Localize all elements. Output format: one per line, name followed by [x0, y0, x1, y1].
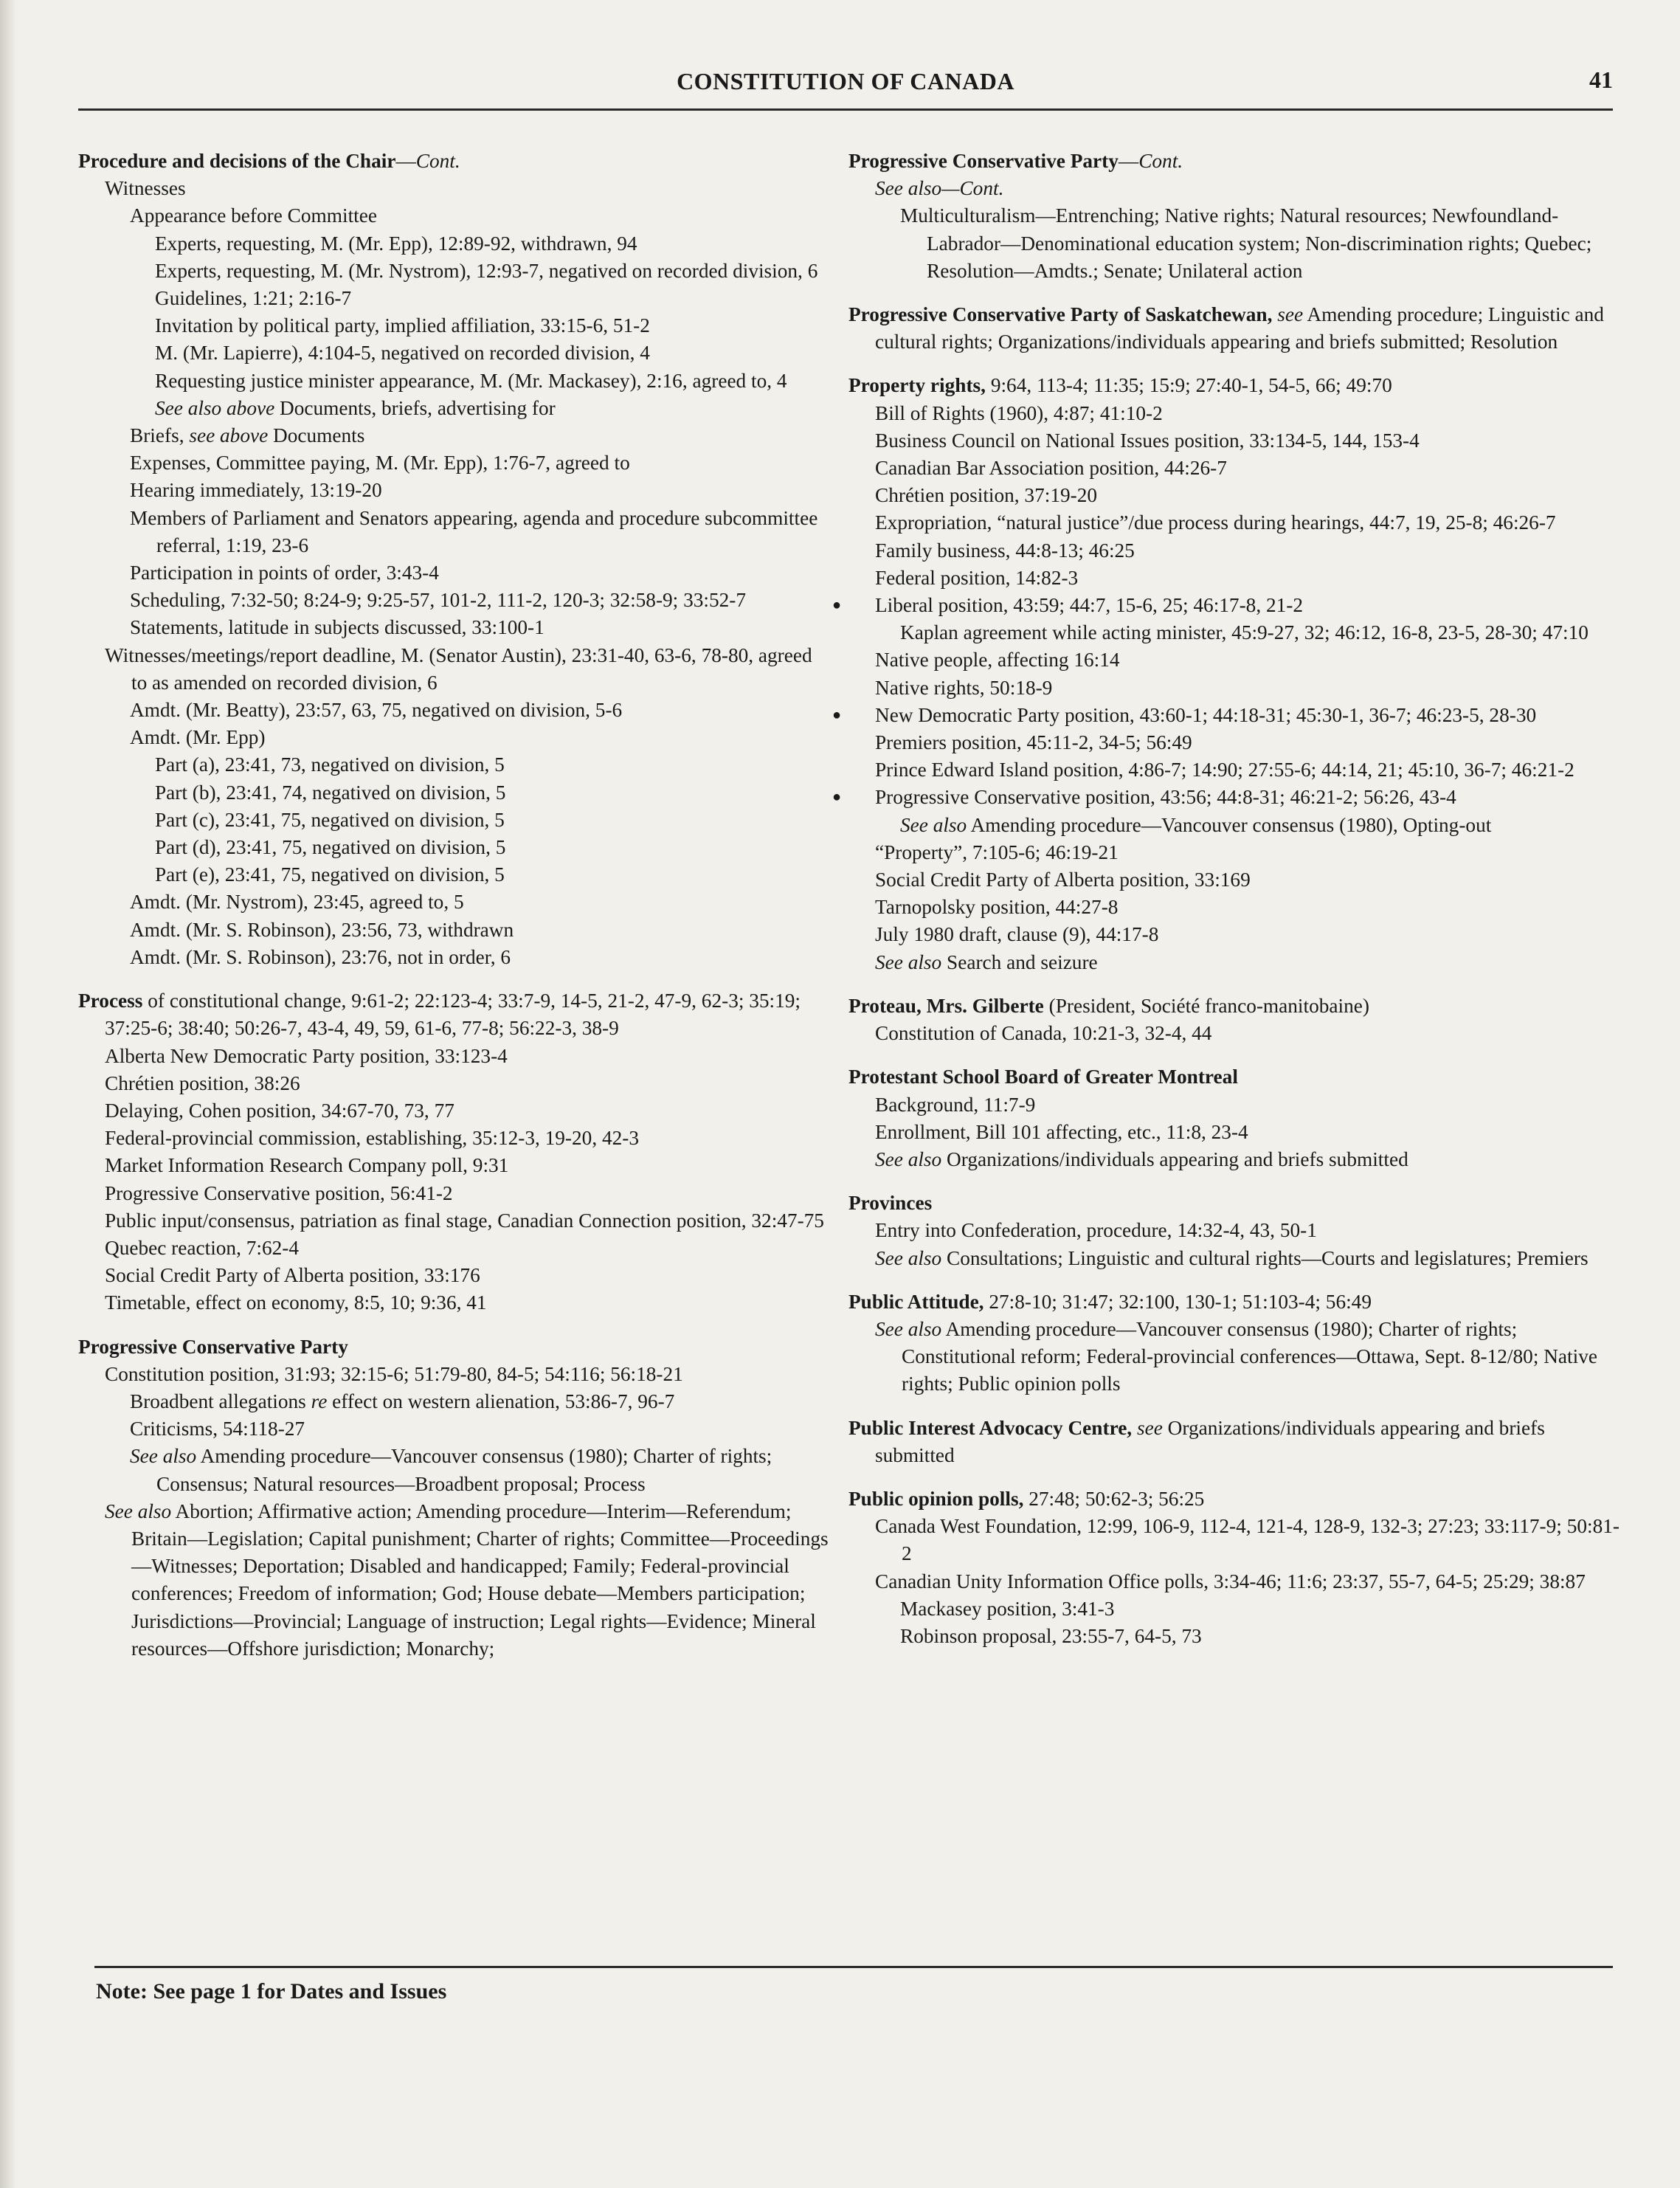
subentry-text: Documents, briefs, advertising for — [274, 396, 556, 419]
subentry-text: Premiers position, 45:11-2, 34-5; 56:49 — [875, 731, 1192, 754]
subentry-text: Mackasey position, 3:41-3 — [900, 1597, 1115, 1620]
subentry-text: New Democratic Party position, 43:60-1; 44:18-31; 45:30-1, 36-7; 46:23-5, 28-30 — [875, 703, 1537, 726]
subentry-text: Hearing immediately, 13:19-20 — [130, 479, 382, 502]
subentry-text: Social Credit Party of Alberta position, 33:169 — [875, 869, 1251, 891]
subentry-text: Progressive Conservative position, 43:56; 44:8-31; 46:21-2; 56:26, 43-4 — [875, 786, 1456, 809]
page-binding-shadow — [0, 0, 16, 2188]
index-entry — [78, 148, 831, 971]
subentry-text: Consultations; Linguistic and cultural rights—Courts and legislatures; Premiers — [941, 1246, 1589, 1269]
subentry-line — [78, 1361, 831, 1388]
subentry-line — [848, 202, 1623, 285]
entry-heading — [78, 1333, 831, 1361]
subentry-line — [848, 646, 1623, 674]
subentry-text: Requesting justice minister appearance, M. (Mr. Mackasey), 2:16, agreed to, 4 — [155, 369, 787, 392]
index-entry — [848, 1288, 1623, 1398]
subentry-text: “Property”, 7:105-6; 46:19-21 — [875, 841, 1119, 863]
entry-heading-locators: (President, Société franco-manitobaine) — [1043, 994, 1369, 1017]
subentry-see-also: See also — [875, 1317, 942, 1340]
subentry-line — [78, 807, 831, 834]
subentry-line — [78, 449, 831, 477]
subentry-text: Constitution position, 31:93; 32:15-6; 51:79-80, 84-5; 54:116; 56:18-21 — [105, 1362, 683, 1385]
entry-heading-continued: Cont. — [415, 150, 460, 172]
subentry-line — [78, 779, 831, 807]
running-head — [78, 65, 1613, 106]
entry-heading-term: Property rights, — [848, 374, 986, 397]
entry-heading-locators: 27:48; 50:62-3; 56:25 — [1023, 1487, 1205, 1510]
subentry-line — [848, 175, 1623, 202]
subentry-line — [78, 1043, 831, 1070]
subentry-line — [848, 1595, 1623, 1623]
subentry-text: Invitation by political party, implied affiliation, 33:15-6, 51-2 — [155, 314, 650, 337]
subentry-text: Expropriation, “natural justice”/due process during hearings, 44:7, 19, 25-8; 46:26-7 — [875, 511, 1556, 534]
subentry-line — [848, 1513, 1623, 1567]
entry-heading-continued: Cont. — [1138, 150, 1183, 172]
subentry-line: ● New Democratic Party position, 43:60-1; 44:18-31; 45:30-1, 36-7; 46:23-5, 28-30 — [832, 703, 1537, 726]
subentry-line — [78, 587, 831, 614]
subentry-line: ● Progressive Conservative position, 43:56; 44:8-31; 46:21-2; 56:26, 43-4 — [832, 786, 1456, 809]
subentry-text: Experts, requesting, M. (Mr. Nystrom), 12:93-7, negatived on recorded division, 6 — [155, 259, 818, 282]
subentry-text: Canadian Bar Association position, 44:26-7 — [875, 457, 1227, 480]
subentry-line — [78, 1207, 831, 1235]
subentry-line — [78, 1097, 831, 1125]
subentry-text: Social Credit Party of Alberta position, 33:176 — [105, 1264, 480, 1287]
entry-heading — [848, 1288, 1623, 1316]
subentry-line — [78, 861, 831, 888]
entry-heading — [848, 148, 1623, 175]
subentry-text: Tarnopolsky position, 44:27-8 — [875, 896, 1119, 919]
subentry-line — [78, 202, 831, 230]
subentry-line — [78, 285, 831, 312]
subentry-text: Amending procedure—Vancouver consensus (1980); Charter of rights; Constitutional reform; Federal-provincial conferences—Ottawa, Sept. 8-12/80; Native rights; Public opinion polls — [902, 1317, 1597, 1395]
entry-heading — [848, 993, 1623, 1020]
subentry-text: Part (b), 23:41, 74, negatived on division, 5 — [155, 781, 506, 804]
subentry-text: Federal-provincial commission, establishing, 35:12-3, 19-20, 42-3 — [105, 1127, 640, 1150]
subentry-see-also: See also above — [155, 396, 275, 419]
subentry-line — [78, 175, 831, 202]
subentry-text: Organizations/individuals appearing and briefs submitted — [941, 1148, 1408, 1170]
entry-heading-xref: Organizations/individuals appearing and briefs submitted — [875, 1416, 1545, 1466]
entry-heading — [78, 987, 831, 1042]
subentry-line — [78, 1289, 831, 1316]
subentry-text: Multiculturalism—Entrenching; Native rights; Natural resources; Newfoundland-Labrador—Denominational education system; Non-discrimination rights; Quebec; Resolution—Amdts.; Senate; Unilateral action — [900, 204, 1592, 282]
index-entry — [848, 1190, 1623, 1272]
subentry-text: Witnesses — [105, 177, 186, 200]
subentry-text: Amending procedure—Vancouver consensus (1980), Opting-out — [967, 813, 1492, 836]
index-entry — [848, 301, 1623, 356]
subentry-line — [848, 1119, 1623, 1146]
subentry-text: Bill of Rights (1960), 4:87; 41:10-2 — [875, 401, 1163, 424]
subentry-text: Prince Edward Island position, 4:86-7; 14:90; 27:55-6; 44:14, 21; 45:10, 36-7; 46:21-2 — [875, 759, 1574, 781]
subentry-text: Delaying, Cohen position, 34:67-70, 73, 77 — [105, 1099, 454, 1122]
subentry-see-also: See also — [130, 1445, 197, 1468]
subentry-line — [848, 482, 1623, 509]
entry-heading-term: Process — [78, 990, 143, 1012]
subentry-line — [848, 400, 1623, 427]
subentry-text: Business Council on National Issues position, 33:134-5, 144, 153-4 — [875, 429, 1420, 452]
subentry-line — [848, 1623, 1623, 1650]
subentry-text: Constitution of Canada, 10:21-3, 32-4, 44 — [875, 1022, 1212, 1045]
subentry-text: Amending procedure—Vancouver consensus (1980); Charter of rights; Consensus; Natural resources—Broadbent proposal; Process — [156, 1445, 772, 1495]
subentry-text: Amdt. (Mr. S. Robinson), 23:76, not in order, 6 — [130, 945, 511, 968]
subentry-line — [848, 729, 1623, 756]
subentry-text: Part (d), 23:41, 75, negatived on division, 5 — [155, 836, 506, 859]
index-entry — [848, 993, 1623, 1047]
subentry-text: Part (a), 23:41, 73, negatived on division, 5 — [155, 753, 505, 776]
subentry-text: Native people, affecting 16:14 — [875, 649, 1120, 672]
subentry-line — [848, 509, 1623, 536]
subentry-text: Witnesses/meetings/report deadline, M. (Senator Austin), 23:31-40, 63-6, 78-80, agreed to as amended on recorded division, 6 — [105, 643, 812, 694]
subentry-text: Entry into Confederation, procedure, 14:32-4, 43, 50-1 — [875, 1219, 1317, 1242]
entry-heading-term: Progressive Conservative Party — [848, 150, 1119, 172]
subentry-line: ● Liberal position, 43:59; 44:7, 15-6, 25; 46:17-8, 21-2 — [832, 594, 1304, 617]
subentry-line — [78, 697, 831, 724]
index-entry — [848, 1063, 1623, 1173]
entry-heading — [848, 301, 1623, 356]
subentry-text: Progressive Conservative position, 56:41-2 — [105, 1181, 453, 1204]
subentry-text: Members of Parliament and Senators appearing, agenda and procedure subcommittee referral, 1:19, 23-6 — [130, 506, 818, 556]
subentry-line — [848, 619, 1623, 646]
subentry-line — [78, 258, 831, 285]
subentry-text: Timetable, effect on economy, 8:5, 10; 9:36, 41 — [105, 1291, 487, 1314]
entry-heading-term: Protestant School Board of Greater Montreal — [848, 1066, 1238, 1088]
index-entry — [848, 148, 1623, 285]
entry-heading-see: see — [1272, 303, 1304, 326]
subentry-line — [78, 1180, 831, 1207]
entry-heading-term: Progressive Conservative Party — [78, 1335, 348, 1358]
subentry-see-also: See also — [900, 813, 967, 836]
subentry-line — [78, 395, 831, 422]
subentry-line — [848, 921, 1623, 948]
subentry-text: Alberta New Democratic Party position, 33:123-4 — [105, 1044, 508, 1067]
entry-heading-term: Public Attitude, — [848, 1290, 984, 1313]
index-entry — [848, 1415, 1623, 1469]
subentry-line — [848, 1020, 1623, 1047]
subentry-text: Broadbent allegations — [130, 1390, 311, 1412]
subentry-line — [848, 455, 1623, 482]
subentry-line — [78, 888, 831, 916]
subentry-text: Liberal position, 43:59; 44:7, 15-6, 25; 46:17-8, 21-2 — [875, 594, 1304, 617]
entry-heading-locators: 27:8-10; 31:47; 32:100, 130-1; 51:103-4; 56:49 — [984, 1290, 1372, 1313]
subentry-line — [848, 894, 1623, 921]
subentry-text: Experts, requesting, M. (Mr. Epp), 12:89-92, withdrawn, 94 — [155, 232, 637, 255]
entry-heading-xref: Amending procedure; Linguistic and cultural rights; Organizations/individuals appearing and briefs submitted; Resolution — [875, 303, 1604, 353]
subentry-text: Amdt. (Mr. Beatty), 23:57, 63, 75, negatived on division, 5-6 — [130, 699, 623, 722]
subentry-text: Appearance before Committee — [130, 204, 377, 227]
subentry-italic: re — [311, 1390, 328, 1412]
subentry-text: Robinson proposal, 23:55-7, 64-5, 73 — [900, 1624, 1202, 1647]
page-number: 41 — [1589, 66, 1613, 93]
subentry-text: Federal position, 14:82-3 — [875, 566, 1079, 589]
subentry-line — [78, 505, 831, 559]
subentry-text: Search and seizure — [941, 950, 1098, 973]
subentry-text: Amdt. (Mr. Nystrom), 23:45, agreed to, 5 — [130, 891, 464, 914]
entry-heading-term: Provinces — [848, 1192, 933, 1215]
subentry-line — [78, 1235, 831, 1262]
subentry-line — [78, 1125, 831, 1152]
subentry-line — [78, 367, 831, 395]
subentry-text-tail: effect on western alienation, 53:86-7, 96-7 — [327, 1390, 675, 1412]
subentry-line — [78, 559, 831, 587]
subentry-text: Amdt. (Mr. Epp) — [130, 726, 266, 749]
subentry-line — [848, 537, 1623, 565]
entry-heading — [848, 372, 1623, 399]
subentry-see-also: See also — [875, 1148, 942, 1170]
subentry-text: Quebec reaction, 7:62-4 — [105, 1236, 299, 1259]
index-entry — [832, 372, 1623, 976]
subentry-text: Criticisms, 54:118-27 — [130, 1418, 305, 1440]
subentry-see-also: See also—Cont. — [875, 177, 1004, 200]
entry-heading-locators: of constitutional change, 9:61-2; 22:123-4; 33:7-9, 14-5, 21-2, 47-9, 62-3; 35:19; 37:25-6; 38:40; 50:26-7, 43-4, 49, 59, 61-6, 77-8; 56:22-3, 38-9 — [105, 990, 801, 1040]
subentry-line — [848, 866, 1623, 894]
subentry-line — [848, 1245, 1623, 1272]
entry-heading-term: Public Interest Advocacy Centre, — [848, 1416, 1133, 1439]
index-entry — [78, 1333, 831, 1663]
subentry-line — [78, 944, 831, 971]
subentry-text: July 1980 draft, clause (9), 44:17-8 — [875, 923, 1159, 946]
subentry-see-also: See also — [105, 1499, 172, 1522]
left-column — [78, 148, 831, 1679]
entry-heading-term: Public opinion polls, — [848, 1487, 1024, 1510]
entry-heading-term: Proteau, Mrs. Gilberte — [848, 994, 1044, 1017]
subentry-line — [78, 312, 831, 339]
subentry-line — [848, 1217, 1623, 1244]
subentry-line — [78, 1498, 831, 1663]
index-entry — [78, 987, 831, 1316]
subentry-line — [78, 1070, 831, 1097]
subentry-line — [78, 1388, 831, 1415]
header-rule — [78, 108, 1613, 111]
entry-heading — [78, 148, 831, 175]
entry-heading-term: Procedure and decisions of the Chair — [78, 150, 396, 172]
subentry-text: Statements, latitude in subjects discussed, 33:100-1 — [130, 616, 545, 639]
entry-heading — [848, 1063, 1623, 1091]
entry-heading — [848, 1485, 1623, 1513]
subentry-line — [848, 1146, 1623, 1173]
subentry-text: Kaplan agreement while acting minister, 45:9-27, 32; 46:12, 16-8, 23-5, 28-30; 47:10 — [900, 621, 1589, 644]
subentry-text: Chrétien position, 38:26 — [105, 1071, 300, 1094]
subentry-line — [78, 477, 831, 504]
subentry-line — [848, 839, 1623, 866]
subentry-line — [78, 834, 831, 861]
subentry-see-also: See also — [875, 1246, 942, 1269]
entry-heading — [848, 1190, 1623, 1217]
subentry-line — [78, 642, 831, 697]
subentry-line — [78, 1443, 831, 1497]
entry-heading-locators: 9:64, 113-4; 11:35; 15:9; 27:40-1, 54-5, 66; 49:70 — [986, 374, 1392, 397]
right-column — [832, 148, 1623, 1666]
entry-heading-see: see — [1132, 1416, 1163, 1439]
subentry-text: M. (Mr. Lapierre), 4:104-5, negatived on recorded division, 4 — [155, 342, 650, 365]
subentry-line — [848, 949, 1623, 976]
index-entry — [848, 1485, 1623, 1650]
subentry-line — [78, 230, 831, 258]
subentry-italic: see above — [189, 424, 269, 447]
subentry-text: Family business, 44:8-13; 46:25 — [875, 539, 1135, 562]
subentry-line — [848, 756, 1623, 784]
subentry-text: Briefs, — [130, 424, 190, 447]
subentry-line — [78, 422, 831, 449]
subentry-text: Background, 11:7-9 — [875, 1093, 1036, 1116]
footer-rule — [94, 1966, 1613, 1968]
header-title: CONSTITUTION OF CANADA — [677, 68, 1014, 94]
subentry-line — [78, 751, 831, 779]
subentry-text: Expenses, Committee paying, M. (Mr. Epp), 1:76-7, agreed to — [130, 452, 630, 474]
subentry-text: Abortion; Affirmative action; Amending procedure—Interim—Referendum; Britain—Legislation; Capital punishment; Charter of rights; Committee—Proceedings—Witnesses; Deportation; Disabled and handicapped; Family; Federal-provincial conferences; Freedom of information; God; House debate—Members participation; Jurisdictions—Provincial; Language of instruction; Legal rights—Evidence; Mineral resources—Offshore jurisdiction; Monarchy; — [131, 1499, 829, 1660]
subentry-text: Public input/consensus, patriation as final stage, Canadian Connection position, 32:47-75 — [105, 1209, 824, 1232]
subentry-line — [848, 427, 1623, 455]
subentry-line — [78, 724, 831, 751]
subentry-line — [848, 1316, 1623, 1398]
subentry-text: Canadian Unity Information Office polls, 3:34-46; 11:6; 23:37, 55-7, 64-5; 25:29; 38:87 — [875, 1570, 1586, 1592]
subentry-text-tail: Documents — [268, 424, 365, 447]
subentry-line — [848, 812, 1623, 839]
subentry-line — [78, 1415, 831, 1443]
entry-heading — [848, 1415, 1623, 1469]
entry-heading-locators: — — [1118, 150, 1139, 172]
subentry-text: Native rights, 50:18-9 — [875, 676, 1053, 699]
subentry-text: Market Information Research Company poll, 9:31 — [105, 1154, 509, 1177]
subentry-line — [78, 339, 831, 367]
footer-note: Note: See page 1 for Dates and Issues — [96, 1979, 447, 2004]
subentry-line — [78, 1262, 831, 1289]
subentry-text: Enrollment, Bill 101 affecting, etc., 11:8, 23-4 — [875, 1120, 1248, 1143]
subentry-line — [848, 674, 1623, 702]
subentry-text: Amdt. (Mr. S. Robinson), 23:56, 73, withdrawn — [130, 918, 514, 941]
subentry-line — [78, 917, 831, 944]
subentry-line — [848, 565, 1623, 592]
subentry-text: Part (e), 23:41, 75, negatived on division, 5 — [155, 863, 505, 886]
subentry-text: Scheduling, 7:32-50; 8:24-9; 9:25-57, 101-2, 111-2, 120-3; 32:58-9; 33:52-7 — [130, 589, 747, 612]
subentry-line — [848, 1568, 1623, 1595]
subentry-text: Chrétien position, 37:19-20 — [875, 484, 1097, 507]
subentry-line — [78, 1152, 831, 1179]
entry-heading-locators: — — [395, 150, 416, 172]
subentry-text: Guidelines, 1:21; 2:16-7 — [155, 287, 352, 310]
subentry-text: Part (c), 23:41, 75, negatived on division, 5 — [155, 808, 505, 831]
subentry-see-also: See also — [875, 950, 942, 973]
subentry-line — [848, 1091, 1623, 1119]
subentry-line — [78, 614, 831, 641]
entry-heading-term: Progressive Conservative Party of Saskatchewan, — [848, 303, 1273, 326]
subentry-text: Participation in points of order, 3:43-4 — [130, 562, 439, 584]
subentry-text: Canada West Foundation, 12:99, 106-9, 112-4, 121-4, 128-9, 132-3; 27:23; 33:117-9; 50:81-2 — [875, 1515, 1619, 1565]
